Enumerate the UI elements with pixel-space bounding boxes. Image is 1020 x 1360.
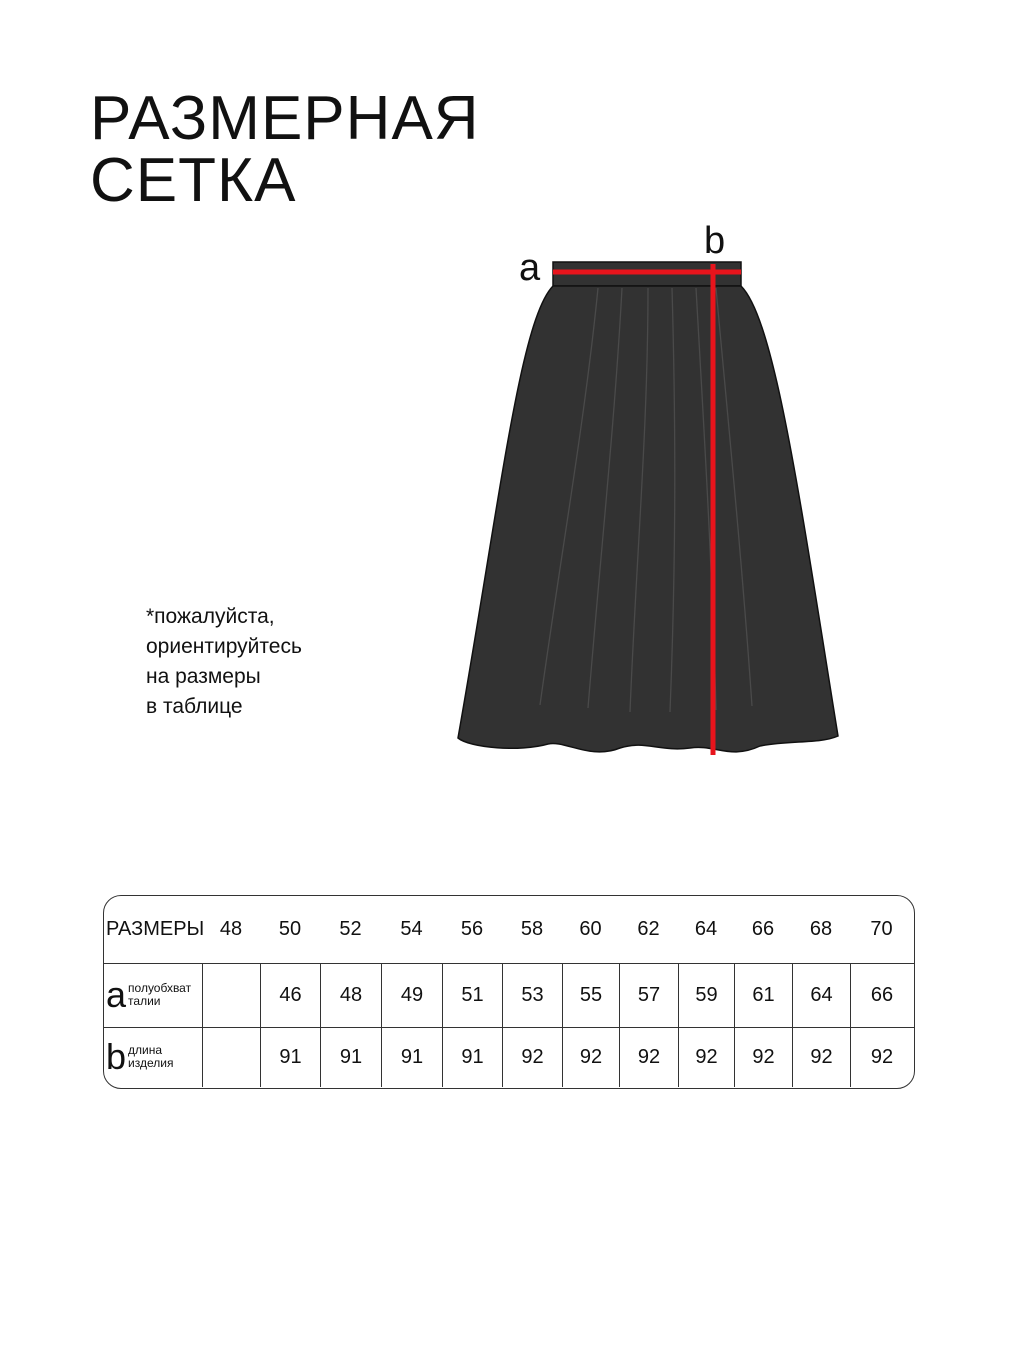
table-cell: 92 — [850, 1027, 913, 1087]
table-cell: 51 — [442, 963, 502, 1027]
row-desc: длина — [128, 1043, 163, 1057]
size-header: 62 — [637, 918, 660, 940]
note-line: на размеры — [146, 665, 261, 688]
title-line-2: СЕТКА — [90, 146, 297, 215]
table-cell: 92 — [562, 1027, 619, 1087]
measure-label-b: b — [704, 220, 726, 262]
table-cell: 57 — [619, 963, 678, 1027]
title-line-1: РАЗМЕРНАЯ — [90, 84, 480, 153]
size-header: 70 — [870, 918, 893, 940]
row-desc: талии — [128, 994, 161, 1008]
page-title — [90, 84, 480, 215]
table-cell: 92 — [502, 1027, 562, 1087]
measure-label-a: a — [519, 247, 541, 289]
table-cell: 91 — [442, 1027, 502, 1087]
row-label-a — [104, 963, 202, 1027]
table-cell: 59 — [678, 963, 734, 1027]
table-cell — [202, 963, 260, 1027]
size-header: 64 — [694, 918, 718, 940]
skirt-body — [458, 286, 838, 752]
size-header: 50 — [278, 918, 302, 940]
header-label: РАЗМЕРЫ — [106, 918, 205, 940]
table-cell: 46 — [260, 963, 320, 1027]
table-cell: 49 — [381, 963, 442, 1027]
table-cell: 92 — [678, 1027, 734, 1087]
table-cell: 48 — [320, 963, 381, 1027]
row-label-b — [104, 1027, 202, 1087]
row-letter: b — [106, 1036, 127, 1077]
table-cell: 53 — [502, 963, 562, 1027]
size-header: 66 — [751, 918, 775, 940]
table-cell: 66 — [850, 963, 913, 1027]
table-cell: 91 — [260, 1027, 320, 1087]
note-line: *пожалуйста, — [146, 605, 275, 628]
size-header: 52 — [339, 918, 362, 940]
size-header: 58 — [520, 918, 544, 940]
table-cell: 91 — [320, 1027, 381, 1087]
skirt-diagram — [440, 215, 860, 775]
size-header: 68 — [809, 918, 833, 940]
table-cell: 61 — [734, 963, 792, 1027]
size-header: 48 — [219, 918, 243, 940]
size-table — [103, 895, 915, 1089]
size-header: 60 — [579, 918, 602, 940]
table-row — [104, 963, 914, 1028]
table-cell: 92 — [734, 1027, 792, 1087]
table-cell: 91 — [381, 1027, 442, 1087]
row-desc: полуобхват — [128, 981, 192, 995]
table-cell — [202, 1027, 260, 1087]
size-note — [146, 602, 302, 722]
table-cell: 64 — [792, 963, 850, 1027]
row-letter: a — [106, 974, 127, 1015]
table-cell: 92 — [619, 1027, 678, 1087]
table-header-row — [104, 896, 914, 964]
table-cell: 55 — [562, 963, 619, 1027]
row-desc: изделия — [128, 1056, 174, 1070]
note-line: в таблице — [146, 695, 243, 718]
note-line: ориентируйтесь — [146, 635, 302, 658]
size-header: 54 — [400, 918, 423, 940]
table-row — [104, 1027, 914, 1087]
table-cell: 92 — [792, 1027, 850, 1087]
size-header: 56 — [460, 918, 484, 940]
